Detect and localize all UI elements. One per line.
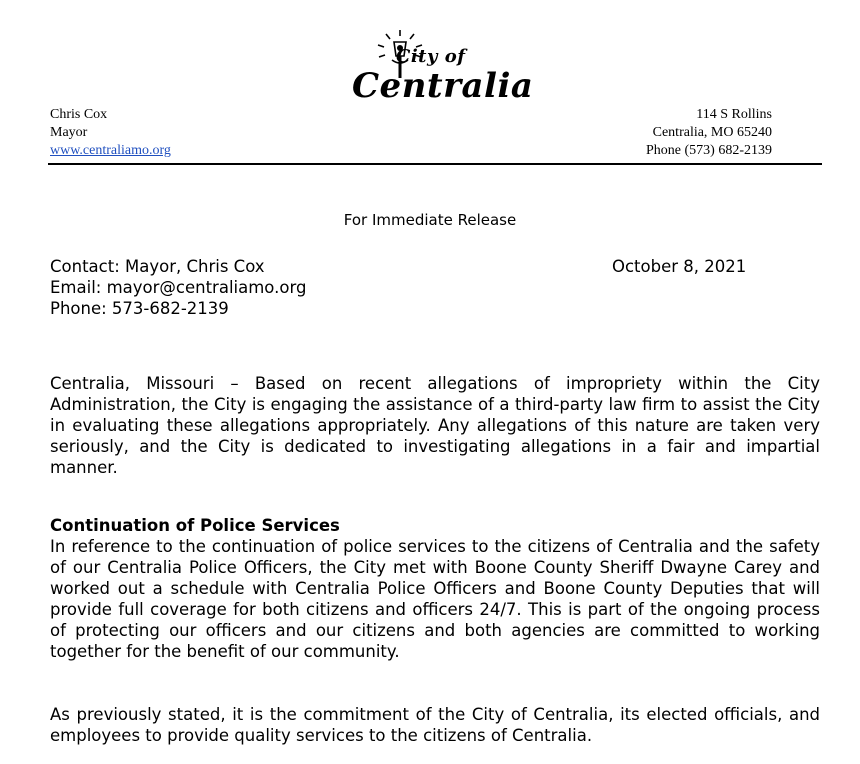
address-line2: Centralia, MO 65240 bbox=[652, 125, 772, 140]
email-line: Email: mayor@centraliamo.org bbox=[50, 278, 307, 297]
mayor-title: Mayor bbox=[50, 125, 88, 140]
paragraph-police: In reference to the continuation of police services to the citizens of Centralia and the safety of our Centralia Police Officers, the City met with Boone County Sheriff Dwayne Carey and worked out a schedule with Centralia Police Officers and Boone County Deputies that will provide full coverage for both citizens and officers 24/7. This is part of the ongoing process of protecting our officers and our citizens and both agencies are committed to working together for the benefit of our community. bbox=[50, 537, 820, 661]
letterhead-phone: Phone (573) 682-2139 bbox=[646, 143, 772, 158]
paragraph-commitment: As previously stated, it is the commitment of the City of Centralia, its elected officials, and employees to provide quality services to the citizens of Centralia. bbox=[50, 705, 820, 745]
contact-line: Contact: Mayor, Chris Cox bbox=[50, 257, 265, 276]
logo-centralia: Centralia bbox=[352, 66, 534, 106]
address-line1: 114 S Rollins bbox=[696, 107, 772, 122]
paragraph-intro: Centralia, Missouri – Based on recent allegations of impropriety within the City Administration, the City is engaging the assistance of a third-party law firm to assist the City in evaluating these allegations appropriately. Any allegations of this nature are taken very seriously, and the City is dedicated to investigating allegations in a fair and impartial manner. bbox=[50, 374, 820, 477]
release-label: For Immediate Release bbox=[343, 211, 517, 229]
city-logo bbox=[348, 30, 534, 130]
release-date: October 8, 2021 bbox=[612, 257, 747, 276]
letterhead-left bbox=[50, 106, 171, 160]
letterhead-right bbox=[646, 106, 772, 160]
letterhead-divider bbox=[48, 163, 822, 165]
contact-block bbox=[50, 256, 306, 319]
logo-city-of: City of bbox=[396, 46, 466, 67]
section-heading: Continuation of Police Services bbox=[50, 516, 340, 535]
mayor-name: Chris Cox bbox=[50, 107, 108, 122]
website-link[interactable]: www.centraliamo.org bbox=[50, 143, 171, 158]
phone-line: Phone: 573-682-2139 bbox=[50, 299, 229, 318]
